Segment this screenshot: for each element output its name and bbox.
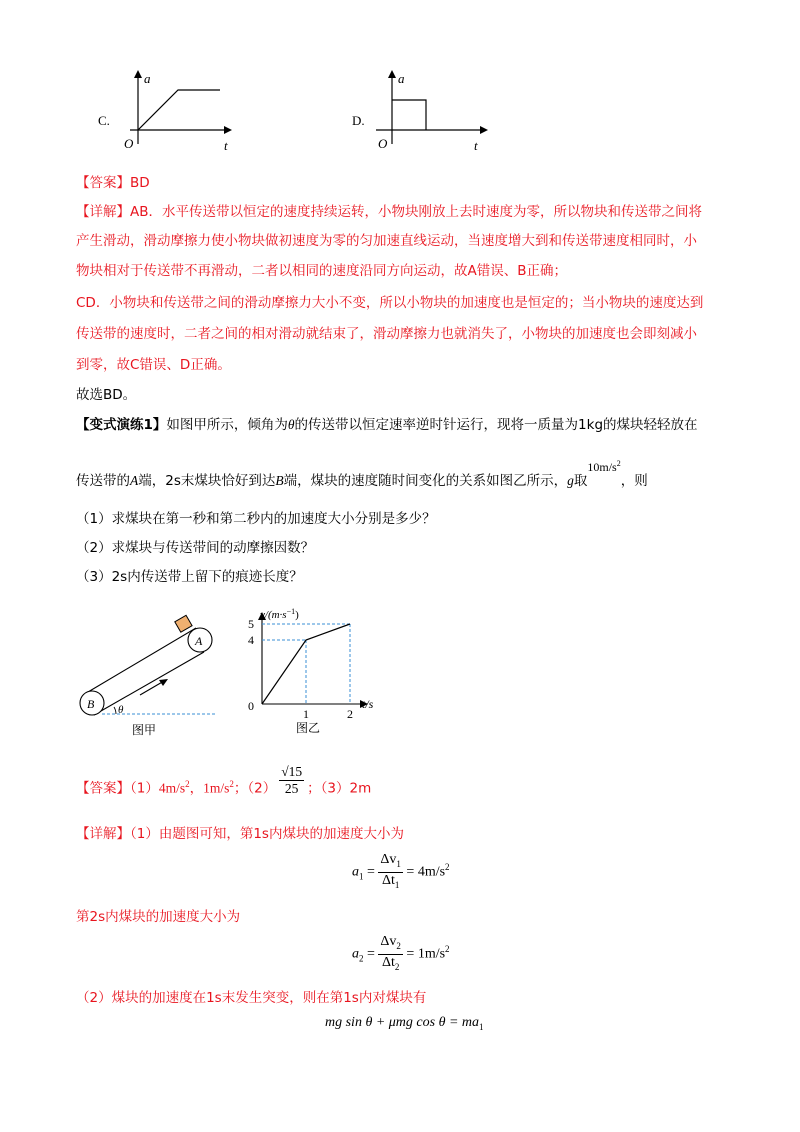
answer-text: BD [130,175,150,191]
graph-d-curve [392,100,426,130]
chart-ytick-4: 4 [248,633,254,647]
graph-d [352,70,488,153]
question-2: （2）求煤块与传送带间的动摩擦因数？ [76,540,315,556]
graph-d-axis-x: t [474,138,478,153]
chart-origin: 0 [248,699,254,713]
chart-ytick-5: 5 [248,617,254,631]
graph-d-label: D. [352,113,365,128]
graphs-cd [90,68,510,158]
question-3: （3）2s内传送带上留下的痕迹长度？ [76,569,303,585]
answer-tag: 【答案】 [76,175,130,191]
chart-xtick-1: 1 [303,707,309,721]
problem-line-1: 【变式演练1】如图甲所示，倾角为θ的传送带以恒定速率逆时针运行，现将一质量为1kg的煤块轻轻放在 [76,417,698,433]
answer2-tag: 【答案】 [76,780,130,797]
detail-2-line-1: 【详解】（1）由题图可知，第1s内煤块的加速度大小为 [76,826,404,842]
graph-c [98,70,232,153]
graph-c-curve [138,90,220,130]
detail-1-line-3: 物块相对于传送带不再滑动，二者以相同的速度沿同方向运动，故A错误、B正确； [76,263,567,279]
detail-1-line-2: 产生滑动，滑动摩擦力使小物块做初速度为零的匀加速直线运动，当速度增大到和传送带速度相同时，小 [76,233,697,249]
answer-line-1 [76,173,150,193]
detail-1-line-1: 【详解】AB．水平传送带以恒定的速度持续运转，小物块刚放上去时速度为零，所以物块和传送带之间将 [76,204,702,220]
answer-line-2: 【答案】$(1)4m/s^2$，$1m/s^2$；（2） $\frac{√15}{25}$ ；（3）2m [76,764,372,797]
detail-1-line-4: CD．小物块和传送带之间的滑动摩擦力大小不变，所以小物块的加速度也是恒定的；当小物块的速度达到 [76,295,704,311]
detail-1-line-5: 传送带的速度时，二者之间的相对滑动就结束了，滑动摩擦力也就消失了，小物块的加速度也会即刻减小 [76,326,697,342]
equation-1: $a_1$ = $\frac{\Delta v_1}{\Delta t_1}$ = $4m/s^2$ [352,852,450,890]
detail-2-line-3: （2）煤块的加速度在1s末发生突变，则在第1s内对煤块有 [76,990,427,1006]
motion-arrow [140,681,164,695]
question-1: （1）求煤块在第一秒和第二秒内的加速度大小分别是多少？ [76,511,436,527]
fig-jia-a: A [195,634,203,648]
detail-2-line-2: 第2s内煤块的加速度大小为 [76,909,241,925]
figure-yi-chart [238,604,388,738]
graph-d-origin: O [378,136,388,151]
fig-jia-caption: 图甲 [132,723,157,737]
chart-ylabel: $v/(m\cdot s^{-1})$ [260,607,299,621]
fig-jia-b: B [87,697,95,711]
graph-c-origin: O [124,136,134,151]
graph-c-label: C. [98,113,110,128]
equation-3: mg sin θ + μmg $\cos \theta = ma_1$ [325,1015,484,1032]
chart-xlabel: t/s [362,697,374,711]
graph-d-axis-y: a [398,71,405,86]
answer2-fraction: $\frac{√15}{25}$ [281,764,303,796]
problem-line-2: 传送带的A端，2s末煤块恰好到达B端，煤块的速度随时间变化的关系如图乙所示，g取$10m/s^2$，则 [76,459,648,489]
graph-c-axis-y: a [144,71,151,86]
equation-2: $a_2$ = $\frac{\Delta v_2}{\Delta t_2}$ = $1m/s^2$ [352,934,450,972]
problem-tag: 【变式演练1】 [76,417,167,433]
detail2-tag: 【详解】 [76,826,130,842]
detail-1-line-6: 到零，故C错误、D正确。 [76,357,231,373]
fig-jia-theta: θ [118,704,124,716]
graph-c-axis-x: t [224,138,228,153]
conclusion-1: 故选BD。 [76,387,137,403]
chart-caption: 图乙 [296,721,321,735]
figure-jia [74,614,224,738]
coal-block [175,615,192,632]
detail-tag: 【详解】 [76,204,130,220]
chart-xtick-2: 2 [347,707,353,721]
